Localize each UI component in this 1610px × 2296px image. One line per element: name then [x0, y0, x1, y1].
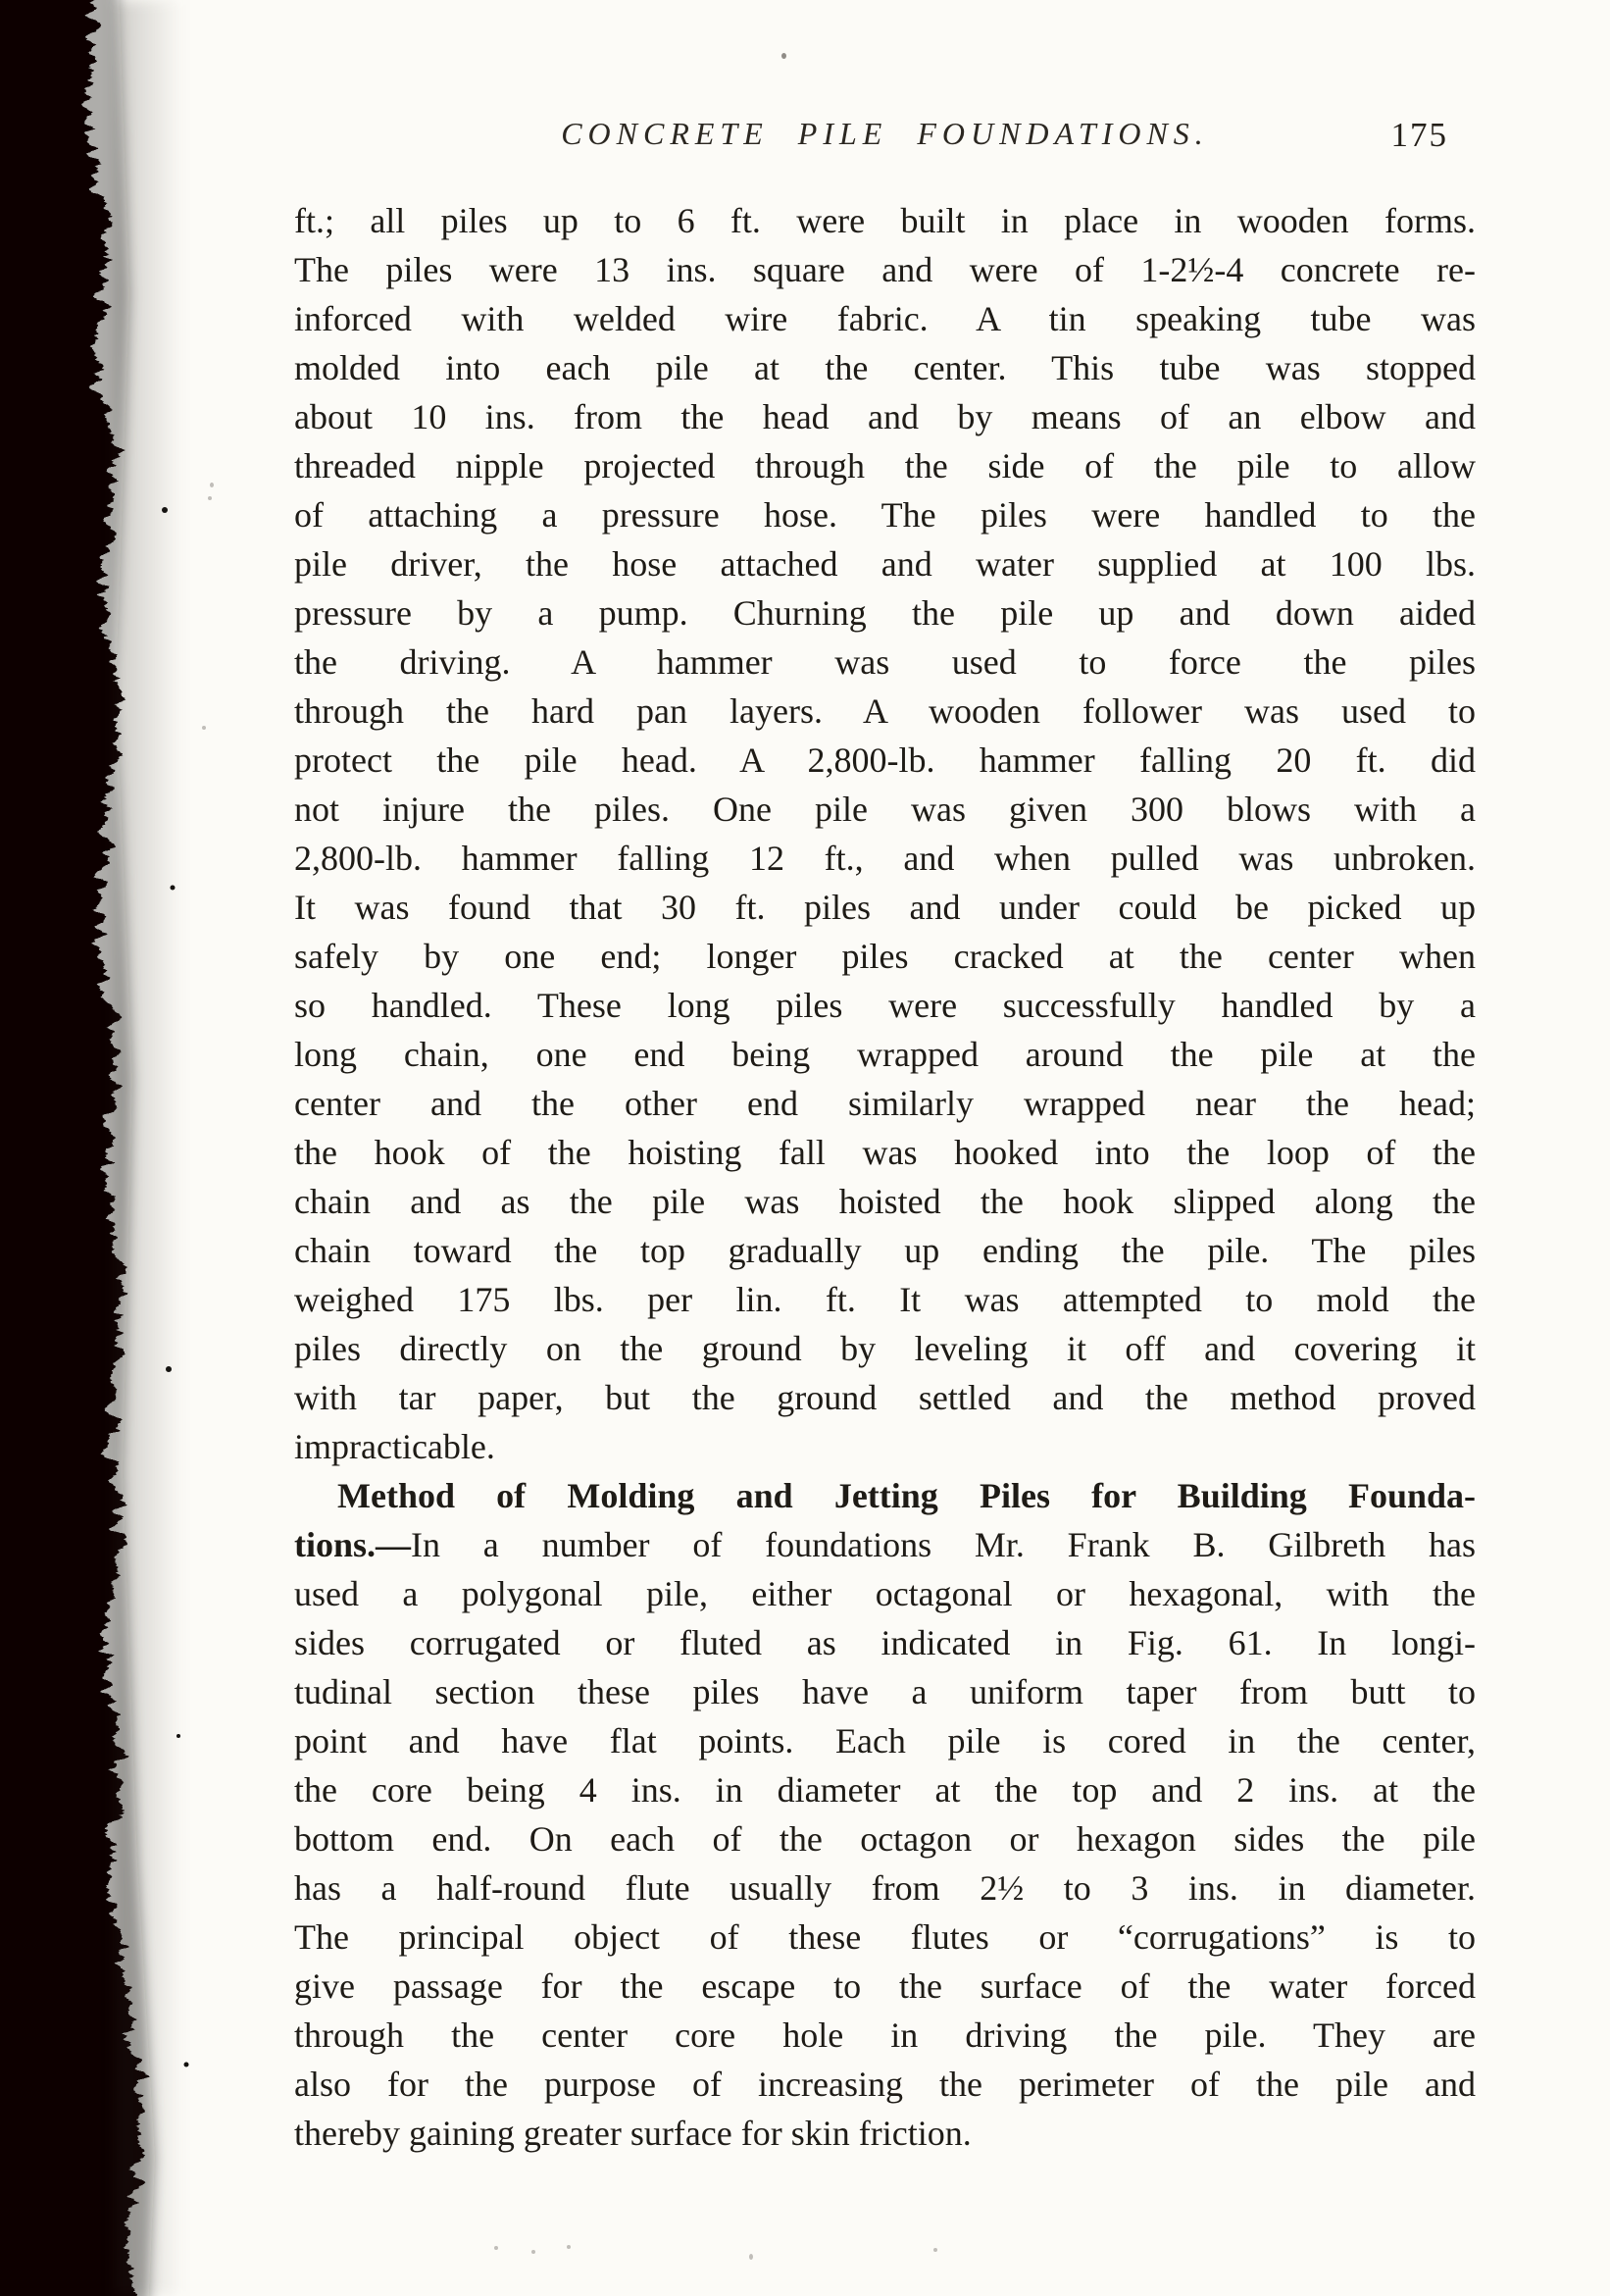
- text-segment: with tar paper, but the ground settled and the method proved: [294, 1378, 1476, 1417]
- text-segment: safely by one end; longer piles cracked at the center when: [294, 937, 1476, 976]
- scan-speck: [781, 53, 786, 59]
- text-line: [294, 2011, 1476, 2060]
- text-segment: also for the purpose of increasing the perimeter of the pile and: [294, 2065, 1476, 2104]
- text-line: [294, 1079, 1476, 1128]
- text-segment: bottom end. On each of the octagon or hexagon sides the pile: [294, 1819, 1476, 1859]
- text-line: [294, 343, 1476, 392]
- text-line: [294, 785, 1476, 834]
- text-line: [294, 1226, 1476, 1275]
- text-segment: center and the other end similarly wrapped near the head;: [294, 1084, 1476, 1123]
- text-line: [294, 245, 1476, 294]
- text-line: [294, 294, 1476, 343]
- text-segment: tudinal section these piles have a uniform taper from butt to: [294, 1672, 1476, 1711]
- text-line: [294, 1765, 1476, 1814]
- text-line: [294, 1520, 1476, 1569]
- text-segment: so handled. These long piles were successfully handled by a: [294, 986, 1476, 1025]
- text-block: [294, 196, 1476, 2158]
- text-segment: through the center core hole in driving the pile. They are: [294, 2015, 1476, 2055]
- text-line: [294, 539, 1476, 588]
- text-segment: give passage for the escape to the surface of the water forced: [294, 1966, 1476, 2006]
- page-header: [294, 116, 1476, 175]
- text-segment: threaded nipple projected through the side of the pile to allow: [294, 446, 1476, 485]
- text-segment: pile driver, the hose attached and water supplied at 100 lbs.: [294, 544, 1476, 584]
- text-segment: 2,800-lb. hammer falling 12 ft., and when pulled was unbroken.: [294, 839, 1476, 878]
- text-segment: weighed 175 lbs. per lin. ft. It was attempted to mold the: [294, 1280, 1476, 1319]
- text-line: [294, 883, 1476, 932]
- text-line: [294, 1422, 1476, 1471]
- text-segment: It was found that 30 ft. piles and under could be picked up: [294, 888, 1476, 927]
- text-segment: chain toward the top gradually up ending the pile. The piles: [294, 1231, 1476, 1270]
- text-segment: the driving. A hammer was used to force the piles: [294, 642, 1476, 682]
- text-segment: impracticable.: [294, 1427, 495, 1466]
- text-segment: chain and as the pile was hoisted the hook slipped along the: [294, 1182, 1476, 1221]
- text-segment: point and have flat points. Each pile is cored in the center,: [294, 1721, 1476, 1760]
- text-segment: through the hard pan layers. A wooden follower was used to: [294, 691, 1476, 731]
- text-line: [294, 490, 1476, 539]
- text-line: [294, 1618, 1476, 1667]
- paragraph: [294, 1471, 1476, 2158]
- text-line: [294, 392, 1476, 441]
- text-line: [294, 1863, 1476, 1913]
- text-segment: The piles were 13 ins. square and were of 1-2½-4 concrete re-: [294, 250, 1476, 289]
- text-line: [294, 588, 1476, 638]
- text-segment: protect the pile head. A 2,800-lb. hammer falling 20 ft. did: [294, 740, 1476, 780]
- text-line: [294, 981, 1476, 1030]
- text-line: [294, 1962, 1476, 2011]
- text-segment: The principal object of these flutes or “corrugations” is to: [294, 1917, 1476, 1957]
- text-line: [294, 2109, 1476, 2158]
- text-line: [294, 196, 1476, 245]
- text-line: [294, 1471, 1476, 1520]
- text-line: [294, 687, 1476, 736]
- text-segment: the hook of the hoisting fall was hooked into the loop of the: [294, 1133, 1476, 1172]
- page-number: 175: [1390, 116, 1448, 154]
- text-segment: molded into each pile at the center. This tube was stopped: [294, 348, 1476, 387]
- text-line: [294, 1030, 1476, 1079]
- text-line: [294, 1667, 1476, 1716]
- text-line: [294, 736, 1476, 785]
- text-segment: of attaching a pressure hose. The piles were handled to the: [294, 495, 1476, 535]
- text-line: [294, 1177, 1476, 1226]
- text-segment: has a half-round flute usually from 2½ to 3 ins. in diameter.: [294, 1868, 1476, 1908]
- text-segment: piles directly on the ground by leveling it off and covering it: [294, 1329, 1476, 1368]
- text-line: [294, 1373, 1476, 1422]
- text-segment: long chain, one end being wrapped around the pile at the: [294, 1035, 1476, 1074]
- scan-speck: [567, 2245, 571, 2249]
- text-line: [294, 1814, 1476, 1863]
- text-segment: pressure by a pump. Churning the pile up and down aided: [294, 593, 1476, 633]
- scan-speck: [494, 2246, 498, 2250]
- bold-text-segment: tions.—: [294, 1525, 412, 1564]
- bold-text-segment: Method of Molding and Jetting Piles for Building Founda-: [337, 1476, 1476, 1515]
- text-line: [294, 2060, 1476, 2109]
- scan-speck: [933, 2248, 937, 2252]
- text-segment: inforced with welded wire fabric. A tin speaking tube was: [294, 299, 1476, 338]
- text-line: [294, 441, 1476, 490]
- left-scan-artifact: [0, 0, 255, 2296]
- scan-speck: [749, 2254, 753, 2260]
- text-line: [294, 1913, 1476, 1962]
- text-segment: used a polygonal pile, either octagonal or hexagonal, with the: [294, 1574, 1476, 1613]
- text-line: [294, 1275, 1476, 1324]
- text-segment: not injure the piles. One pile was given 300 blows with a: [294, 790, 1476, 829]
- text-line: [294, 1324, 1476, 1373]
- text-segment: In a number of foundations Mr. Frank B. Gilbreth has: [411, 1525, 1476, 1564]
- running-title: CONCRETE PILE FOUNDATIONS.: [561, 116, 1209, 151]
- text-line: [294, 932, 1476, 981]
- text-line: [294, 834, 1476, 883]
- text-segment: thereby gaining greater surface for skin friction.: [294, 2114, 972, 2153]
- text-line: [294, 1716, 1476, 1765]
- text-line: [294, 1569, 1476, 1618]
- text-line: [294, 1128, 1476, 1177]
- text-line: [294, 638, 1476, 687]
- text-segment: about 10 ins. from the head and by means of an elbow and: [294, 397, 1476, 436]
- text-segment: sides corrugated or fluted as indicated in Fig. 61. In longi-: [294, 1623, 1476, 1662]
- text-segment: ft.; all piles up to 6 ft. were built in place in wooden forms.: [294, 201, 1476, 240]
- scan-speck: [531, 2250, 535, 2254]
- text-segment: the core being 4 ins. in diameter at the top and 2 ins. at the: [294, 1770, 1476, 1810]
- paragraph: [294, 196, 1476, 1471]
